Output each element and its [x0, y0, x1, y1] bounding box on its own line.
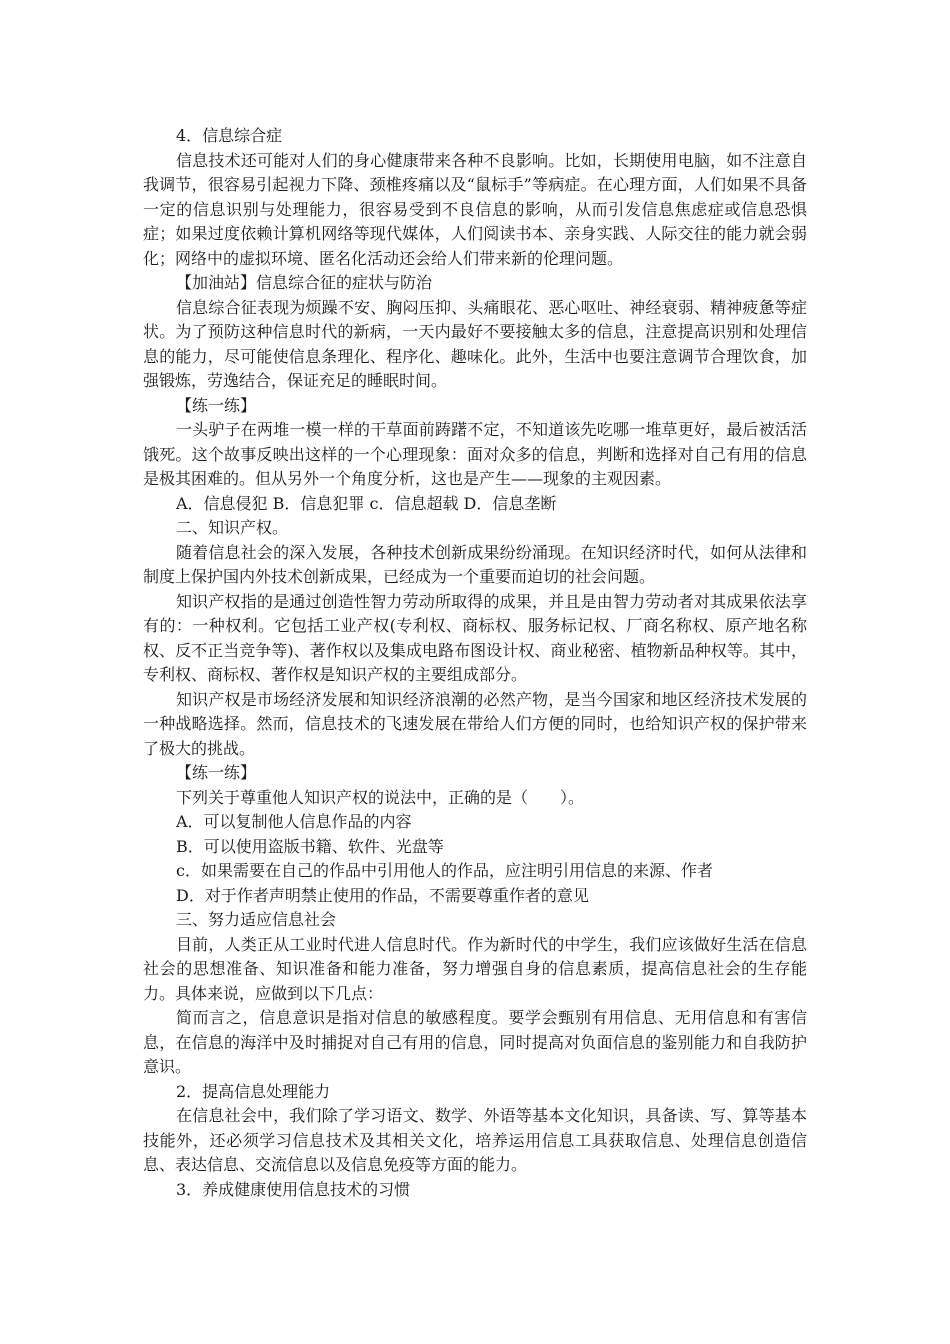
- section3-paragraph-2: 简而言之，信息意识是指对信息的敏感程度。要学会甄别有用信息、无用信息和有害信息，在信息的海洋中及时捕捉对自己有用的信息，同时提高对负面信息的鉴别能力和自我防护意识。: [143, 1008, 807, 1076]
- practice2-label: 【练一练】: [176, 763, 257, 782]
- sub2-heading: 2．提高信息处理能力: [176, 1081, 331, 1101]
- practice2-option-d: D．对于作者声明禁止使用的作品，不需要尊重作者的意见: [176, 885, 589, 905]
- practice2-question: 下列关于尊重他人知识产权的说法中，正确的是（ ）。: [176, 787, 585, 807]
- s4-body-paragraph: 信息技术还可能对人们的身心健康带来各种不良影响。比如，长期使用电脑，如不注意自我调节，很容易引起视力下降、颈椎疼痛以及“鼠标手”等病症。在心理方面，人们如果不具备一定的信息识别与处理能力，很容易受到不良信息的影响，从而引发信息焦虑症或信息恐惧症；如果过度依赖计算机网络等现代媒体，人们阅读书本、亲身实践、人际交往的能力就会弱化；网络中的虚拟环境、匿名化活动还会给人们带来新的伦理问题。: [143, 150, 807, 268]
- s4-heading: 4．信息综合症: [176, 126, 283, 145]
- practice2-option-b: B．可以使用盗版书籍、软件、光盘等: [176, 836, 444, 856]
- practice1-question: 一头驴子在两堆一模一样的干草面前踌躇不定，不知道该先吃哪一堆草更好，最后被活活饿死。这个故事反映出这样的一个心理现象：面对众多的信息，判断和选择对自己有用的信息是极其困难的。但从另外一个角度分析，这也是产生——现象的主观因素。: [143, 420, 807, 488]
- gas-station-body-paragraph: 信息综合征表现为烦躁不安、胸闷压抑、头痛眼花、恶心呕吐、神经衰弱、精神疲惫等症状。为了预防这种信息时代的新病，一天内最好不要接触太多的信息，注意提高识别和处理信息的能力，尽可能使信息条理化、程序化、趣味化。此外，生活中也要注意调节合理饮食，加强锻炼，劳逸结合，保证充足的睡眠时间。: [143, 297, 807, 390]
- sub3-heading: 3．养成健康使用信息技术的习惯: [176, 1179, 411, 1199]
- practice2-option-a: A．可以复制他人信息作品的内容: [176, 812, 412, 831]
- gas-station-title: 【加油站】信息综合征的症状与防治: [176, 273, 433, 292]
- practice1-label: 【练一练】: [176, 395, 257, 415]
- section3-heading: 三、努力适应信息社会: [176, 910, 337, 929]
- section3-paragraph-1: 目前，人类正从工业时代进人信息时代。作为新时代的中学生，我们应该做好生活在信息社会的思想准备、知识准备和能力准备，努力增强自身的信息素质，提高信息社会的生存能力。具体来说，应做到以下几点：: [143, 934, 807, 1003]
- practice2-option-c: c．如果需要在自己的作品中引用他人的作品，应注明引用信息的来源、作者: [176, 861, 713, 880]
- section2-paragraph-2: 知识产权指的是通过创造性智力劳动所取得的成果，并且是由智力劳动者对其成果依法享有的：一种权利。它包括工业产权(专利权、商标权、服务标记权、厂商名称权、原产地名称权、反不正当竞争等)、著作权以及集成电路布图设计权、商业秘密、植物新品种权等。其中，专利权、商标权、著作权是知识产权的主要组成部分。: [143, 591, 807, 684]
- section2-paragraph-1: 随着信息社会的深入发展，各种技术创新成果纷纷涌现。在知识经济时代，如何从法律和制度上保护国内外技术创新成果，已经成为一个重要而迫切的社会问题。: [143, 542, 807, 586]
- sub2-body-paragraph: 在信息社会中，我们除了学习语文、数学、外语等基本文化知识，具备读、写、算等基本技能外，还必须学习信息技术及其相关文化，培养运用信息工具获取信息、处理信息创造信息、表达信息、交流信息以及信息免疫等方面的能力。: [143, 1106, 807, 1174]
- section2-paragraph-3: 知识产权是市场经济发展和知识经济浪潮的必然产物，是当今国家和地区经济技术发展的一种战略选择。然而，信息技术的飞速发展在带给人们方便的同时，也给知识产权的保护带来了极大的挑战。: [143, 689, 807, 758]
- section2-heading: 二、知识产权。: [176, 518, 289, 537]
- document-page: [143, 124, 807, 1202]
- practice1-options: A．信息侵犯 B．信息犯罪 c．信息超载 D．信息垄断: [176, 493, 557, 513]
